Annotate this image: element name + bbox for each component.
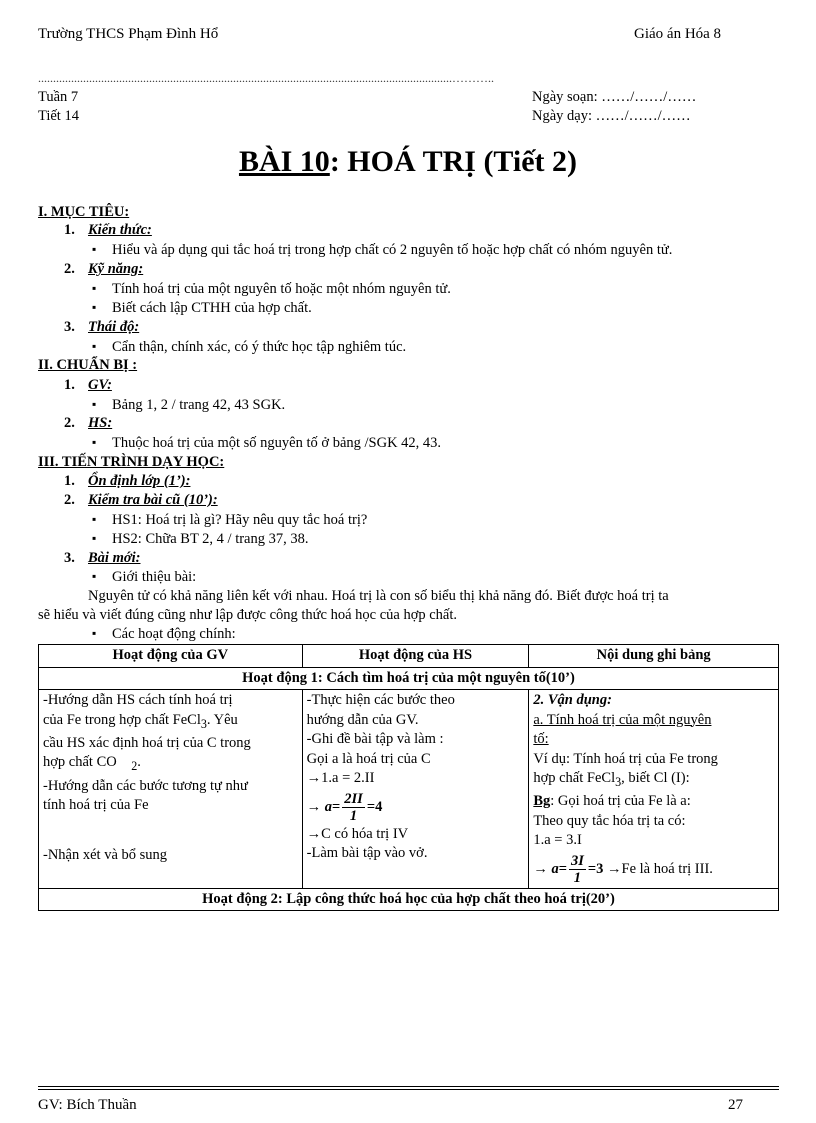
list-item: ▪ Tính hoá trị của một nguyên tố hoặc một nhóm nguyên tử. <box>112 281 451 298</box>
list-item: ▪ Bảng 1, 2 / trang 42, 43 SGK. <box>112 397 285 414</box>
table-row <box>39 690 779 889</box>
lesson-number: BÀI 10 <box>238 145 330 178</box>
section-procedure: III. TIẾN TRÌNH DẠY HỌC: <box>38 454 225 470</box>
table-header-row <box>39 645 779 668</box>
proc-class-stabilize: 1. Ổn định lớp (1’): <box>64 473 191 489</box>
section-preparation: II. CHUẨN BỊ : <box>38 357 138 373</box>
footer-rule-top <box>38 1086 779 1087</box>
proc-new-lesson: 3. Bài mới: <box>64 550 141 566</box>
proc-review: 2. Kiểm tra bài cũ (10’): <box>64 492 218 508</box>
list-item: ▪ HS2: Chữa BT 2, 4 / trang 37, 38. <box>112 531 309 548</box>
period-label: Tiết 14 <box>38 108 79 124</box>
obj-skills: 2. Kỹ năng: <box>64 261 144 277</box>
formula-c-valence: → a= $\frac{2II}{1}$ =4 <box>306 790 383 824</box>
obj-knowledge: 1. Kiến thức: <box>64 222 152 238</box>
header-dotted-line: ..........................................................................................................................................……….. <box>38 71 494 85</box>
col-header-teacher: Hoạt động của GV <box>39 645 303 668</box>
intro-paragraph-line2: sẽ hiểu và viết đúng cũng như lập được công thức hoá học của hợp chất. <box>38 607 458 623</box>
table-row <box>39 667 779 690</box>
lesson-title <box>0 145 816 179</box>
list-item: ▪ Cẩn thận, chính xác, có ý thức học tập nghiêm túc. <box>112 339 406 356</box>
teach-date: Ngày dạy: ……/……/…… <box>532 108 691 124</box>
lesson-name: : HOÁ TRỊ (Tiết 2) <box>329 145 578 178</box>
list-item: ▪ HS1: Hoá trị là gì? Hãy nêu quy tắc hoá trị? <box>112 512 367 529</box>
teacher-name: GV: Bích Thuần <box>38 1097 137 1113</box>
subject-name: Giáo án Hóa 8 <box>634 26 722 42</box>
student-activities-cell: -Thực hiện các bước theo hướng dẫn của GV. -Ghi đề bài tập và làm : Gọi a là hoá trị của C →1.a = 2.II → a= $\frac{2II}{1}$ =4 →C có hóa trị IV -Làm bài tập vào vở. <box>302 690 529 889</box>
activity-2-title: Hoạt động 2: Lập công thức hoá học của hợp chất theo hoá trị(20’) <box>39 888 779 911</box>
prep-teacher: 1. GV: <box>64 377 112 393</box>
footer-rule-bottom <box>38 1089 779 1090</box>
teacher-activities-cell: -Hướng dẫn HS cách tính hoá trị của Fe trong hợp chất FeCl$_3$. Yêu cầu HS xác định hoá trị của C trong hợp chất CO $_2$. -Hướng dẫn các bước tương tự như tính hoá trị của Fe -Nhận xét và bổ sung <box>39 690 303 889</box>
list-item: ▪ Giới thiệu bài: <box>112 569 196 586</box>
prep-student: 2. HS: <box>64 415 113 431</box>
list-item: ▪ Các hoạt động chính: <box>112 626 236 643</box>
list-item: ▪ Hiểu và áp dụng qui tắc hoá trị trong hợp chất có 2 nguyên tố hoặc hợp chất có nhóm nguyên tử. <box>112 242 672 259</box>
activity-1-title: Hoạt động 1: Cách tìm hoá trị của một nguyên tố(10’) <box>39 667 779 690</box>
board-content-cell: 2. Vận dụng: a. Tính hoá trị của một nguyên tố: Ví dụ: Tính hoá trị của Fe trong hợp chất FeCl$_3$, biết Cl (I): Bg: Gọi hoá trị của Fe là a: Theo quy tắc hóa trị ta có: 1.a = 3.I → a= $\frac{3I}{1}$ =3 →Fe là hoá trị III. <box>529 690 779 889</box>
table-row <box>39 888 779 911</box>
list-item: ▪ Biết cách lập CTHH của hợp chất. <box>112 300 312 317</box>
page-number: 27 <box>728 1097 743 1113</box>
col-header-board: Nội dung ghi bảng <box>529 645 779 668</box>
obj-attitude: 3. Thái độ: <box>64 319 140 335</box>
section-objectives: I. MỤC TIÊU: <box>38 204 130 220</box>
list-item: ▪ Thuộc hoá trị của một số nguyên tố ở bảng /SGK 42, 43. <box>112 435 441 452</box>
school-name: Trường THCS Phạm Đình Hổ <box>38 26 219 42</box>
intro-paragraph-line1: Nguyên tử có khả năng liên kết với nhau. Hoá trị là con số biểu thị khả năng đó. Biết được hoá trị ta <box>88 588 669 604</box>
activities-table <box>38 644 779 911</box>
prep-date: Ngày soạn: ……/……/…… <box>532 89 697 105</box>
week-label: Tuần 7 <box>38 89 79 105</box>
col-header-student: Hoạt động của HS <box>302 645 529 668</box>
formula-fe-valence: → a= $\frac{3I}{1}$ =3 →Fe là hoá trị III. <box>533 853 713 887</box>
